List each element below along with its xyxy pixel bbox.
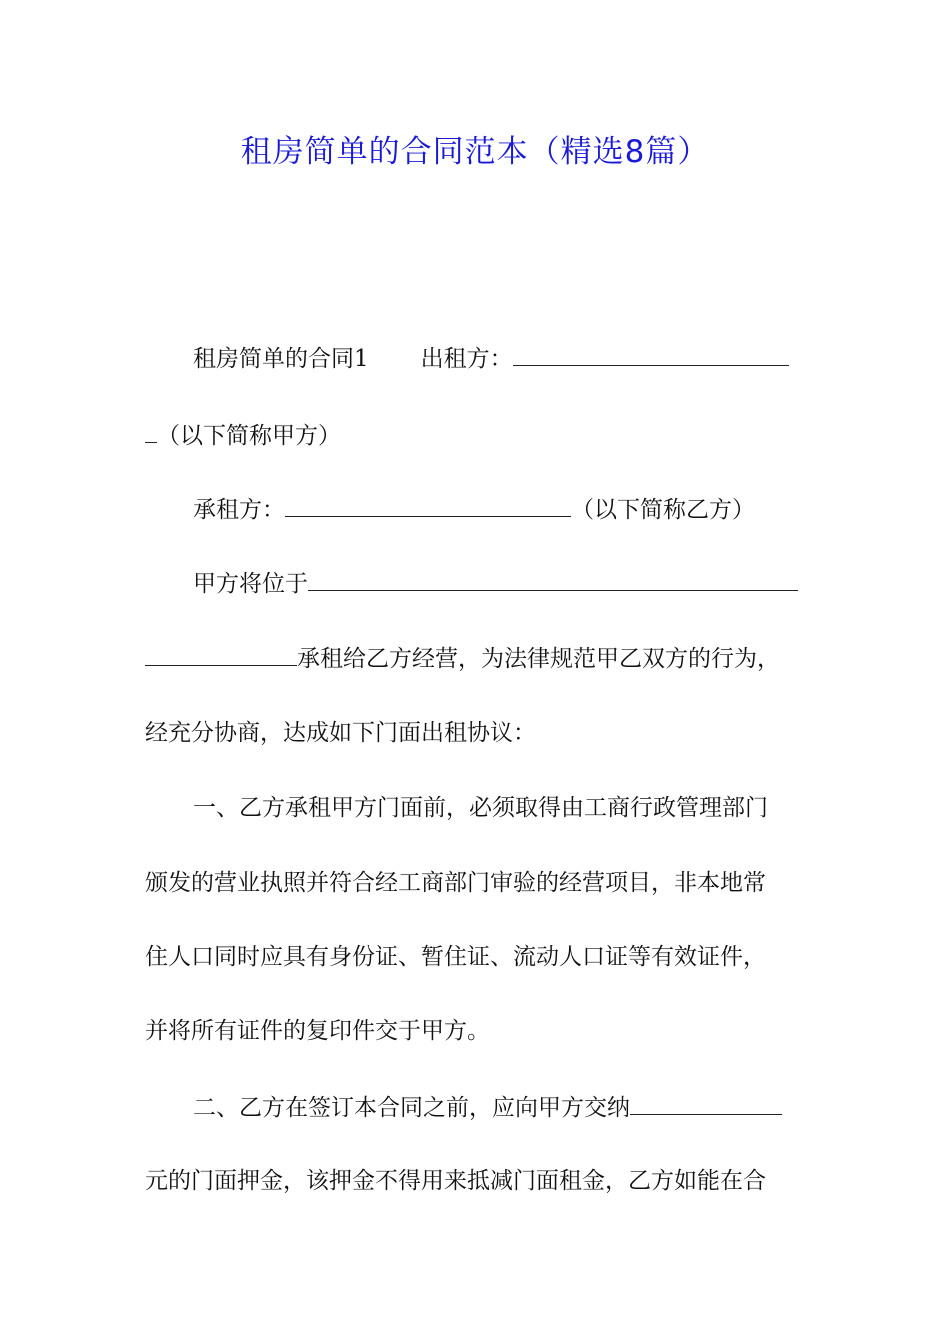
clause-1-line-1: 一、乙方承租甲方门面前，必须取得由工商行政管理部门	[193, 795, 768, 821]
lessor-blank	[513, 343, 789, 366]
lessor-blank-continued	[145, 420, 157, 443]
lessee-alias: （以下简称乙方）	[571, 497, 755, 523]
document-title: 租房简单的合同范本（精选8篇）	[240, 134, 710, 170]
lessee-blank	[285, 494, 571, 517]
location-label: 甲方将位于	[193, 571, 308, 597]
contract-line-3	[193, 494, 807, 525]
contract-line-4	[193, 568, 807, 599]
contract-line-2	[145, 420, 807, 451]
clause-1-line-2: 颁发的营业执照并符合经工商部门审验的经营项目，非本地常	[145, 870, 766, 896]
clause-2-line-1	[193, 1092, 807, 1123]
contract-line-1	[193, 343, 807, 374]
location-blank-continued	[145, 643, 297, 666]
lessor-label: 出租方：	[420, 346, 513, 372]
deposit-label: 二、乙方在签订本合同之前，应向甲方交纳	[193, 1095, 630, 1121]
clause-1-line-4: 并将所有证件的复印件交于甲方。	[145, 1018, 490, 1044]
lessor-alias: （以下简称甲方）	[157, 423, 341, 449]
contract-line-6: 经充分协商，达成如下门面出租协议：	[145, 720, 536, 746]
location-blank	[308, 568, 798, 591]
contract-line-5	[145, 643, 807, 674]
clause-2-line-2: 元的门面押金，该押金不得用来抵减门面租金，乙方如能在合	[145, 1168, 766, 1194]
clause-1-line-3: 住人口同时应具有身份证、暂住证、流动人口证等有效证件，	[145, 944, 766, 970]
deposit-blank	[630, 1092, 782, 1115]
contract-heading: 租房简单的合同1	[193, 346, 369, 372]
line-5-text: 承租给乙方经营，为法律规范甲乙双方的行为，	[297, 646, 780, 672]
lessee-label: 承租方：	[193, 497, 285, 523]
